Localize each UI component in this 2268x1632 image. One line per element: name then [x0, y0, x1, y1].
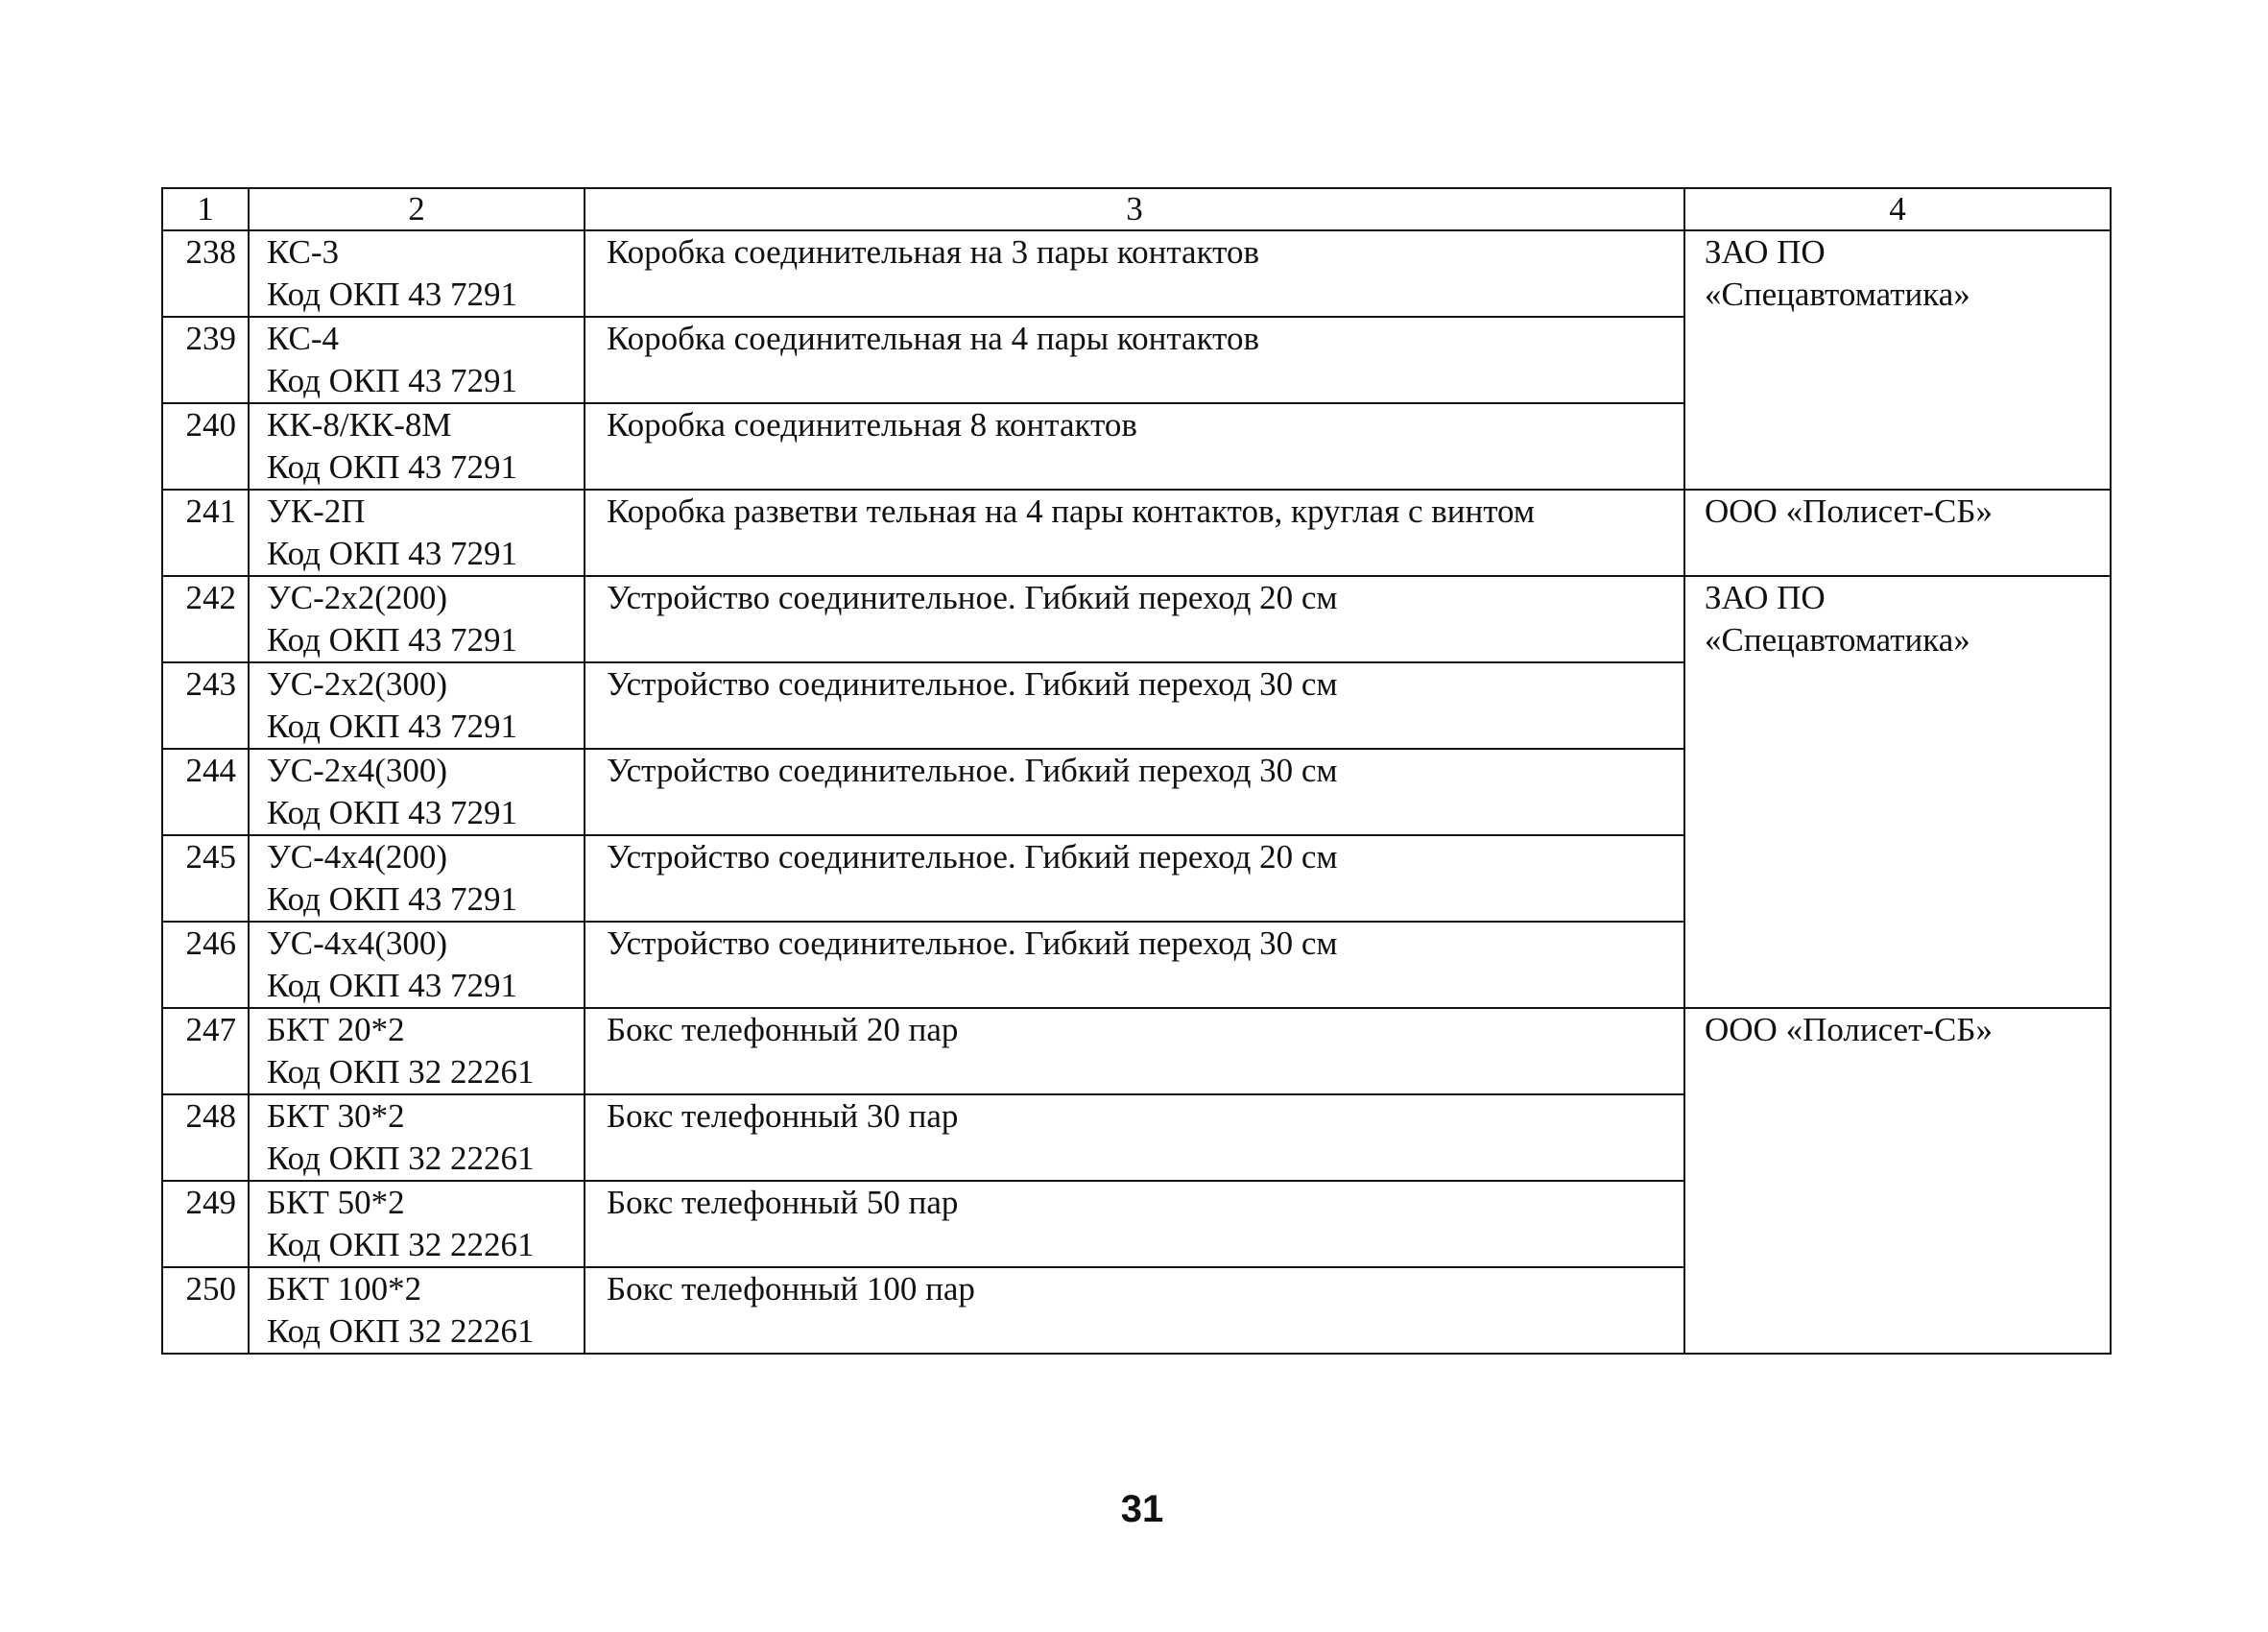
model-name: УК-2П [267, 492, 366, 530]
model-cell [249, 749, 585, 835]
manufacturer-line-1: ООО «Полисет-СБ» [1705, 1011, 1993, 1048]
header-col-2: 2 [249, 188, 585, 230]
description-cell: Коробка соединительная на 3 пары контактов [585, 230, 1684, 317]
description-cell: Бокс телефонный 100 пар [585, 1267, 1684, 1354]
model-name: КС-4 [267, 320, 339, 357]
row-number: 239 [162, 317, 249, 403]
model-cell [249, 1181, 585, 1267]
manufacturer-cell [1684, 230, 2111, 490]
model-cell [249, 1094, 585, 1181]
okp-code: Код ОКП 43 7291 [267, 448, 518, 486]
equipment-table [161, 187, 2112, 1355]
description-cell: Устройство соединительное. Гибкий переход 20 см [585, 576, 1684, 662]
model-name: УС-2х2(200) [267, 579, 448, 616]
page-number: 31 [1120, 1488, 1164, 1530]
model-cell [249, 403, 585, 490]
manufacturer-line-2: «Спецавтоматика» [1705, 621, 1970, 659]
model-name: УС-2х4(300) [267, 752, 448, 789]
model-name: БКТ 30*2 [267, 1097, 405, 1135]
model-name: БКТ 20*2 [267, 1011, 405, 1048]
row-number: 245 [162, 835, 249, 922]
model-cell [249, 490, 585, 576]
description-cell: Коробка разветви тельная на 4 пары контактов, круглая с винтом [585, 490, 1684, 576]
okp-code: Код ОКП 32 22261 [267, 1312, 535, 1350]
table-row [162, 576, 2111, 662]
model-cell [249, 835, 585, 922]
okp-code: Код ОКП 43 7291 [267, 535, 518, 572]
description-cell: Коробка соединительная 8 контактов [585, 403, 1684, 490]
row-number: 238 [162, 230, 249, 317]
okp-code: Код ОКП 32 22261 [267, 1053, 535, 1091]
okp-code: Код ОКП 43 7291 [267, 708, 518, 745]
manufacturer-cell [1684, 1008, 2111, 1354]
manufacturer-line-1: ООО «Полисет-СБ» [1705, 492, 1993, 530]
model-name: КК-8/КК-8М [267, 406, 452, 444]
model-name: КС-3 [267, 233, 339, 271]
table-row [162, 230, 2111, 317]
model-cell [249, 317, 585, 403]
description-cell: Устройство соединительное. Гибкий переход 20 см [585, 835, 1684, 922]
okp-code: Код ОКП 43 7291 [267, 880, 518, 918]
description-cell: Коробка соединительная на 4 пары контактов [585, 317, 1684, 403]
model-name: УС-4х4(300) [267, 924, 448, 962]
description-cell: Бокс телефонный 30 пар [585, 1094, 1684, 1181]
model-cell [249, 662, 585, 749]
manufacturer-cell [1684, 490, 2111, 576]
model-cell [249, 1267, 585, 1354]
okp-code: Код ОКП 43 7291 [267, 621, 518, 659]
table-row [162, 1008, 2111, 1094]
model-name: УС-2х2(300) [267, 665, 448, 703]
description-cell: Бокс телефонный 20 пар [585, 1008, 1684, 1094]
description-cell: Устройство соединительное. Гибкий переход 30 см [585, 749, 1684, 835]
description-cell: Устройство соединительное. Гибкий переход 30 см [585, 922, 1684, 1008]
model-cell [249, 1008, 585, 1094]
header-row [162, 188, 2111, 230]
manufacturer-cell [1684, 576, 2111, 1008]
manufacturer-line-1: ЗАО ПО [1705, 579, 1826, 616]
okp-code: Код ОКП 43 7291 [267, 276, 518, 313]
description-cell: Устройство соединительное. Гибкий переход 30 см [585, 662, 1684, 749]
row-number: 248 [162, 1094, 249, 1181]
row-number: 240 [162, 403, 249, 490]
model-cell [249, 922, 585, 1008]
row-number: 244 [162, 749, 249, 835]
row-number: 241 [162, 490, 249, 576]
manufacturer-line-1: ЗАО ПО [1705, 233, 1826, 271]
description-cell: Бокс телефонный 50 пар [585, 1181, 1684, 1267]
okp-code: Код ОКП 43 7291 [267, 362, 518, 399]
row-number: 250 [162, 1267, 249, 1354]
model-name: БКТ 100*2 [267, 1270, 422, 1308]
header-col-3: 3 [585, 188, 1684, 230]
row-number: 247 [162, 1008, 249, 1094]
okp-code: Код ОКП 43 7291 [267, 967, 518, 1004]
okp-code: Код ОКП 43 7291 [267, 794, 518, 831]
model-name: УС-4х4(200) [267, 838, 448, 876]
model-cell [249, 576, 585, 662]
model-cell [249, 230, 585, 317]
row-number: 242 [162, 576, 249, 662]
table-row [162, 490, 2111, 576]
row-number: 249 [162, 1181, 249, 1267]
row-number: 246 [162, 922, 249, 1008]
model-name: БКТ 50*2 [267, 1184, 405, 1221]
manufacturer-line-2: «Спецавтоматика» [1705, 276, 1970, 313]
row-number: 243 [162, 662, 249, 749]
header-col-4: 4 [1684, 188, 2111, 230]
okp-code: Код ОКП 32 22261 [267, 1226, 535, 1263]
okp-code: Код ОКП 32 22261 [267, 1140, 535, 1177]
header-col-1: 1 [162, 188, 249, 230]
